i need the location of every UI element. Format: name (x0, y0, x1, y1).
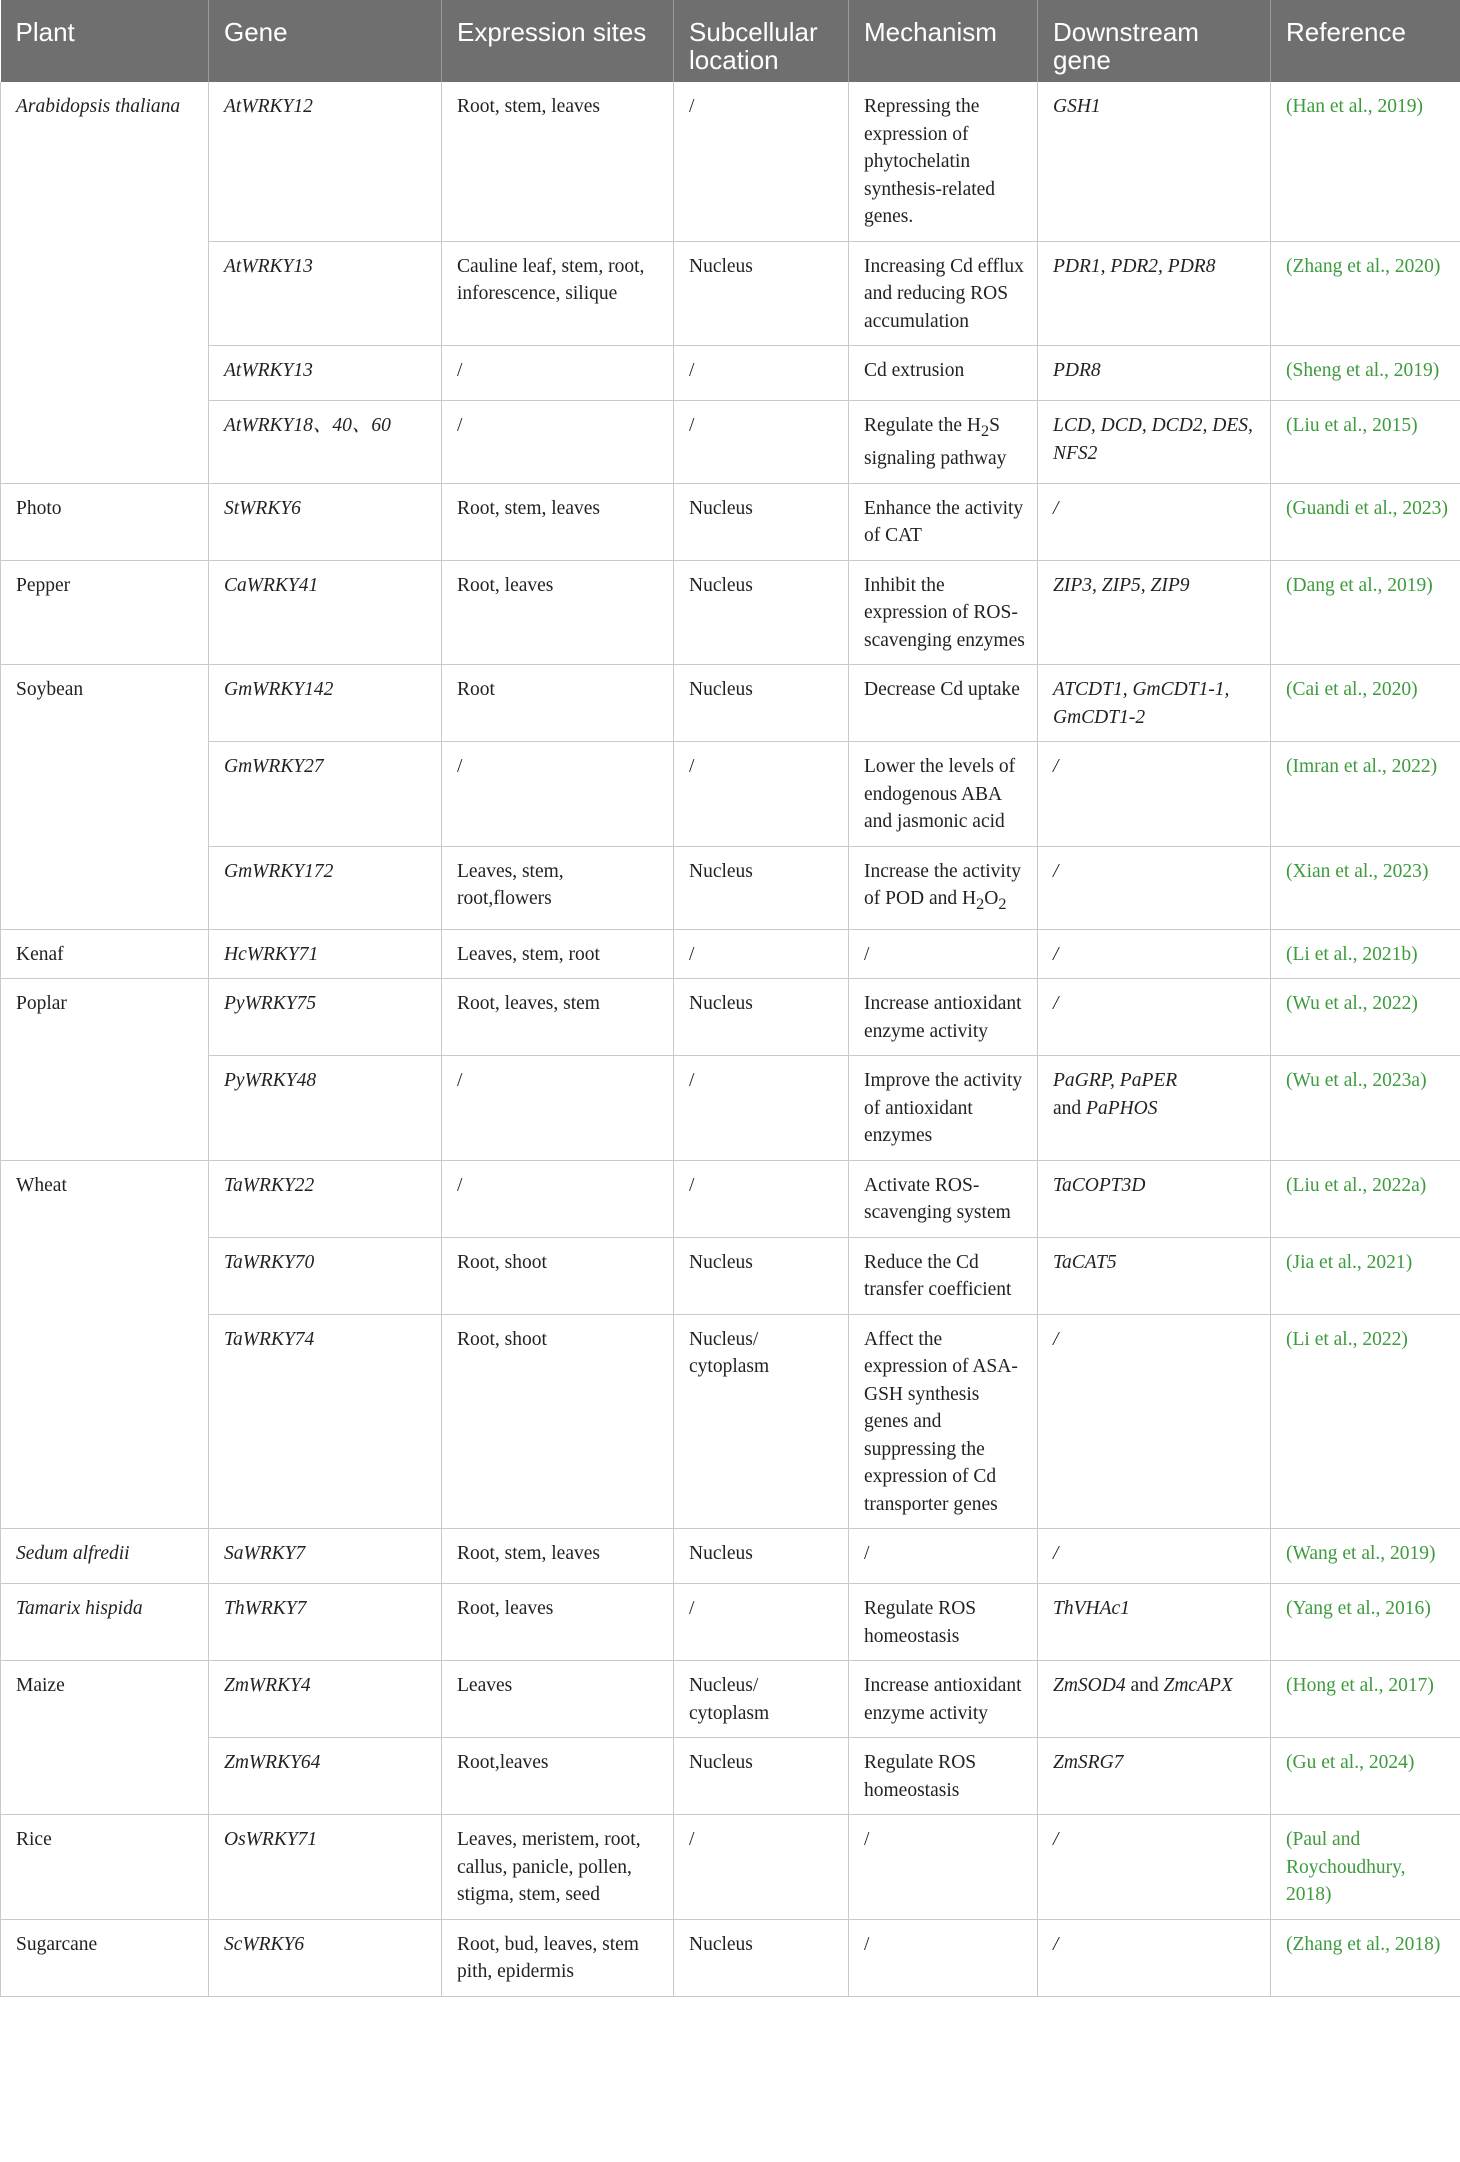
location-cell: Nucleus (674, 241, 849, 346)
table-row (1, 401, 1460, 484)
expression-cell: Root, leaves (442, 560, 674, 665)
location-cell: Nucleus (674, 1529, 849, 1584)
location-cell: Nucleus (674, 979, 849, 1056)
header-gene: Gene (209, 0, 442, 82)
table-header-row (1, 0, 1460, 82)
reference-cell: (Yang et al., 2016) (1271, 1584, 1460, 1661)
table-row (1, 742, 1460, 847)
mechanism-cell: Increase antioxidant enzyme activity (849, 979, 1038, 1056)
downstream-cell: ZmSRG7 (1038, 1738, 1271, 1815)
downstream-cell: ATCDT1, GmCDT1-1, GmCDT1-2 (1038, 665, 1271, 742)
table-row (1, 82, 1460, 241)
reference-cell: (Gu et al., 2024) (1271, 1738, 1460, 1815)
expression-cell: / (442, 1160, 674, 1237)
header-subcellular-location: Subcellular location (674, 0, 849, 82)
mechanism-cell: Affect the expression of ASA-GSH synthesis genes and suppressing the expression of Cd transporter genes (849, 1314, 1038, 1529)
reference-link[interactable]: Cai et al., 2020 (1292, 679, 1412, 701)
gene-cell: AtWRKY12 (209, 82, 442, 241)
mechanism-cell: Inhibit the expression of ROS-scavenging enzymes (849, 560, 1038, 665)
reference-cell: (Li et al., 2021b) (1271, 929, 1460, 979)
reference-link[interactable]: Dang et al., 2019 (1292, 574, 1427, 596)
downstream-cell: TaCAT5 (1038, 1237, 1271, 1314)
downstream-cell: PDR8 (1038, 346, 1271, 401)
downstream-cell: / (1038, 483, 1271, 560)
downstream-cell: PaGRP, PaPER and PaPHOS (1038, 1056, 1271, 1161)
location-cell: / (674, 742, 849, 847)
location-cell: / (674, 346, 849, 401)
gene-cell: AtWRKY18、40、60 (209, 401, 442, 484)
reference-link[interactable]: Gu et al., 2024 (1292, 1752, 1408, 1774)
table-row (1, 483, 1460, 560)
location-cell: / (674, 1160, 849, 1237)
expression-cell: Root, stem, leaves (442, 82, 674, 241)
gene-cell: OsWRKY71 (209, 1815, 442, 1920)
location-cell: / (674, 1815, 849, 1920)
downstream-cell: ZmSOD4 and ZmcAPX (1038, 1661, 1271, 1738)
table-row (1, 1314, 1460, 1529)
reference-cell: (Wang et al., 2019) (1271, 1529, 1460, 1584)
reference-link[interactable]: Yang et al., 2016 (1292, 1598, 1425, 1620)
gene-cell: ThWRKY7 (209, 1584, 442, 1661)
reference-link[interactable]: Sheng et al., 2019 (1292, 360, 1433, 381)
mechanism-cell: Improve the activity of antioxidant enzymes (849, 1056, 1038, 1161)
mechanism-cell: Regulate ROS homeostasis (849, 1584, 1038, 1661)
reference-link[interactable]: Li et al., 2022 (1292, 1328, 1402, 1350)
reference-cell: (Paul and Roychoudhury, 2018) (1271, 1815, 1460, 1920)
table-row (1, 846, 1460, 929)
reference-cell: (Wu et al., 2022) (1271, 979, 1460, 1056)
gene-cell: TaWRKY74 (209, 1314, 442, 1529)
table-row (1, 1815, 1460, 1920)
reference-cell: (Hong et al., 2017) (1271, 1661, 1460, 1738)
downstream-cell: GSH1 (1038, 82, 1271, 241)
gene-cell: SaWRKY7 (209, 1529, 442, 1584)
plant-cell: Photo (1, 483, 209, 560)
downstream-cell: LCD, DCD, DCD2, DES, NFS2 (1038, 401, 1271, 484)
reference-link[interactable]: Zhang et al., 2020 (1292, 255, 1434, 277)
expression-cell: Root (442, 665, 674, 742)
downstream-cell: / (1038, 1919, 1271, 1996)
expression-cell: / (442, 346, 674, 401)
table-row (1, 665, 1460, 742)
plant-cell: Maize (1, 1661, 209, 1815)
gene-cell: GmWRKY142 (209, 665, 442, 742)
table-row (1, 1056, 1460, 1161)
location-cell: Nucleus (674, 483, 849, 560)
mechanism-cell: Lower the levels of endogenous ABA and jasmonic acid (849, 742, 1038, 847)
gene-cell: PyWRKY48 (209, 1056, 442, 1161)
mechanism-cell: / (849, 1529, 1038, 1584)
gene-cell: GmWRKY172 (209, 846, 442, 929)
reference-link[interactable]: Hong et al., 2017 (1292, 1675, 1428, 1697)
mechanism-cell: Regulate ROS homeostasis (849, 1738, 1038, 1815)
expression-cell: Leaves, stem, root (442, 929, 674, 979)
plant-cell: Wheat (1, 1160, 209, 1529)
location-cell: Nucleus (674, 560, 849, 665)
downstream-cell: / (1038, 1314, 1271, 1529)
reference-link[interactable]: Imran et al., 2022 (1292, 756, 1431, 778)
plant-cell: Soybean (1, 665, 209, 929)
mechanism-cell: Cd extrusion (849, 346, 1038, 401)
reference-cell: (Guandi et al., 2023) (1271, 483, 1460, 560)
table-row (1, 1661, 1460, 1738)
reference-link[interactable]: Wu et al., 2023a (1292, 1070, 1421, 1092)
location-cell: / (674, 929, 849, 979)
reference-link[interactable]: Li et al., 2021b (1292, 943, 1412, 965)
expression-cell: / (442, 1056, 674, 1161)
location-cell: Nucleus/ cytoplasm (674, 1314, 849, 1529)
expression-cell: Root, stem, leaves (442, 483, 674, 560)
plant-cell: Arabidopsis thaliana (1, 82, 209, 483)
expression-cell: / (442, 401, 674, 484)
reference-cell: (Zhang et al., 2018) (1271, 1919, 1460, 1996)
reference-link[interactable]: Liu et al., 2015 (1292, 415, 1412, 436)
reference-link[interactable]: Paul and Roychoudhury, 2018 (1286, 1829, 1406, 1906)
reference-link[interactable]: Jia et al., 2021 (1292, 1251, 1406, 1273)
expression-cell: Leaves, stem, root,flowers (442, 846, 674, 929)
gene-cell: TaWRKY70 (209, 1237, 442, 1314)
expression-cell: Root, bud, leaves, stem pith, epidermis (442, 1919, 674, 1996)
expression-cell: Root,leaves (442, 1738, 674, 1815)
location-cell: Nucleus (674, 665, 849, 742)
mechanism-cell: Increase antioxidant enzyme activity (849, 1661, 1038, 1738)
reference-cell: (Xian et al., 2023) (1271, 846, 1460, 929)
mechanism-cell: Reduce the Cd transfer coefficient (849, 1237, 1038, 1314)
header-plant: Plant (1, 0, 209, 82)
table-row (1, 1237, 1460, 1314)
gene-cell: ScWRKY6 (209, 1919, 442, 1996)
expression-cell: Leaves, meristem, root, callus, panicle, pollen, stigma, stem, seed (442, 1815, 674, 1920)
expression-cell: Cauline leaf, stem, root, inforescence, silique (442, 241, 674, 346)
reference-link[interactable]: Xian et al., 2023 (1292, 860, 1422, 882)
reference-link[interactable]: Liu et al., 2022a (1292, 1174, 1420, 1196)
reference-cell: (Liu et al., 2022a) (1271, 1160, 1460, 1237)
header-expression-sites: Expression sites (442, 0, 674, 82)
mechanism-cell: Enhance the activity of CAT (849, 483, 1038, 560)
downstream-cell: PDR1, PDR2, PDR8 (1038, 241, 1271, 346)
reference-link[interactable]: Han et al., 2019 (1292, 96, 1417, 117)
reference-cell: (Dang et al., 2019) (1271, 560, 1460, 665)
downstream-cell: / (1038, 929, 1271, 979)
expression-cell: Leaves (442, 1661, 674, 1738)
downstream-cell: / (1038, 846, 1271, 929)
gene-cell: AtWRKY13 (209, 346, 442, 401)
gene-cell: AtWRKY13 (209, 241, 442, 346)
expression-cell: Root, shoot (442, 1237, 674, 1314)
reference-link[interactable]: Guandi et al., 2023 (1292, 497, 1442, 519)
downstream-cell: TaCOPT3D (1038, 1160, 1271, 1237)
table-row (1, 1160, 1460, 1237)
expression-cell: Root, shoot (442, 1314, 674, 1529)
gene-cell: TaWRKY22 (209, 1160, 442, 1237)
reference-cell: (Li et al., 2022) (1271, 1314, 1460, 1529)
mechanism-cell: Repressing the expression of phytochelatin synthesis-related genes. (849, 82, 1038, 241)
expression-cell: / (442, 742, 674, 847)
gene-cell: CaWRKY41 (209, 560, 442, 665)
expression-cell: Root, leaves, stem (442, 979, 674, 1056)
downstream-cell: / (1038, 979, 1271, 1056)
location-cell: / (674, 1584, 849, 1661)
gene-cell: ZmWRKY64 (209, 1738, 442, 1815)
mechanism-cell: Regulate the $H_2S$ signaling pathway (849, 401, 1038, 484)
header-downstream-gene: Downstream gene (1038, 0, 1271, 82)
table-row (1, 241, 1460, 346)
table-row (1, 929, 1460, 979)
downstream-cell: / (1038, 1529, 1271, 1584)
location-cell: / (674, 1056, 849, 1161)
table-row (1, 346, 1460, 401)
location-cell: Nucleus (674, 1738, 849, 1815)
gene-cell: StWRKY6 (209, 483, 442, 560)
location-cell: Nucleus (674, 1919, 849, 1996)
mechanism-cell: / (849, 929, 1038, 979)
location-cell: Nucleus/ cytoplasm (674, 1661, 849, 1738)
location-cell: Nucleus (674, 846, 849, 929)
table-row (1, 979, 1460, 1056)
mechanism-cell: / (849, 1919, 1038, 1996)
gene-cell: PyWRKY75 (209, 979, 442, 1056)
reference-link[interactable]: Wang et al., 2019 (1292, 1543, 1430, 1565)
mechanism-cell: / (849, 1815, 1038, 1920)
plant-cell: Tamarix hispida (1, 1584, 209, 1661)
location-cell: / (674, 82, 849, 241)
table-row (1, 1584, 1460, 1661)
table-row (1, 560, 1460, 665)
table-row (1, 1738, 1460, 1815)
gene-cell: ZmWRKY4 (209, 1661, 442, 1738)
downstream-cell: ThVHAc1 (1038, 1584, 1271, 1661)
reference-cell: (Liu et al., 2015) (1271, 401, 1460, 484)
reference-cell: (Cai et al., 2020) (1271, 665, 1460, 742)
plant-cell: Rice (1, 1815, 209, 1920)
header-mechanism: Mechanism (849, 0, 1038, 82)
header-reference: Reference (1271, 0, 1460, 82)
location-cell: / (674, 401, 849, 484)
reference-link[interactable]: Wu et al., 2022 (1292, 993, 1412, 1015)
mechanism-cell: Activate ROS-scavenging system (849, 1160, 1038, 1237)
downstream-cell: / (1038, 742, 1271, 847)
reference-cell: (Sheng et al., 2019) (1271, 346, 1460, 401)
mechanism-cell: Decrease Cd uptake (849, 665, 1038, 742)
plant-cell: Sugarcane (1, 1919, 209, 1996)
plant-cell: Pepper (1, 560, 209, 665)
mechanism-cell: Increase the activity of POD and $H_2O_2$ (849, 846, 1038, 929)
reference-cell: (Han et al., 2019) (1271, 82, 1460, 241)
mechanism-cell: Increasing Cd efflux and reducing ROS accumulation (849, 241, 1038, 346)
reference-cell: (Wu et al., 2023a) (1271, 1056, 1460, 1161)
reference-link[interactable]: Zhang et al., 2018 (1292, 1933, 1434, 1955)
downstream-cell: ZIP3, ZIP5, ZIP9 (1038, 560, 1271, 665)
location-cell: Nucleus (674, 1237, 849, 1314)
gene-cell: GmWRKY27 (209, 742, 442, 847)
reference-cell: (Imran et al., 2022) (1271, 742, 1460, 847)
plant-cell: Sedum alfredii (1, 1529, 209, 1584)
expression-cell: Root, leaves (442, 1584, 674, 1661)
downstream-cell: / (1038, 1815, 1271, 1920)
table-row (1, 1919, 1460, 1996)
gene-cell: HcWRKY71 (209, 929, 442, 979)
expression-cell: Root, stem, leaves (442, 1529, 674, 1584)
table-row (1, 1529, 1460, 1584)
plant-cell: Kenaf (1, 929, 209, 979)
reference-cell: (Zhang et al., 2020) (1271, 241, 1460, 346)
plant-cell: Poplar (1, 979, 209, 1161)
reference-cell: (Jia et al., 2021) (1271, 1237, 1460, 1314)
